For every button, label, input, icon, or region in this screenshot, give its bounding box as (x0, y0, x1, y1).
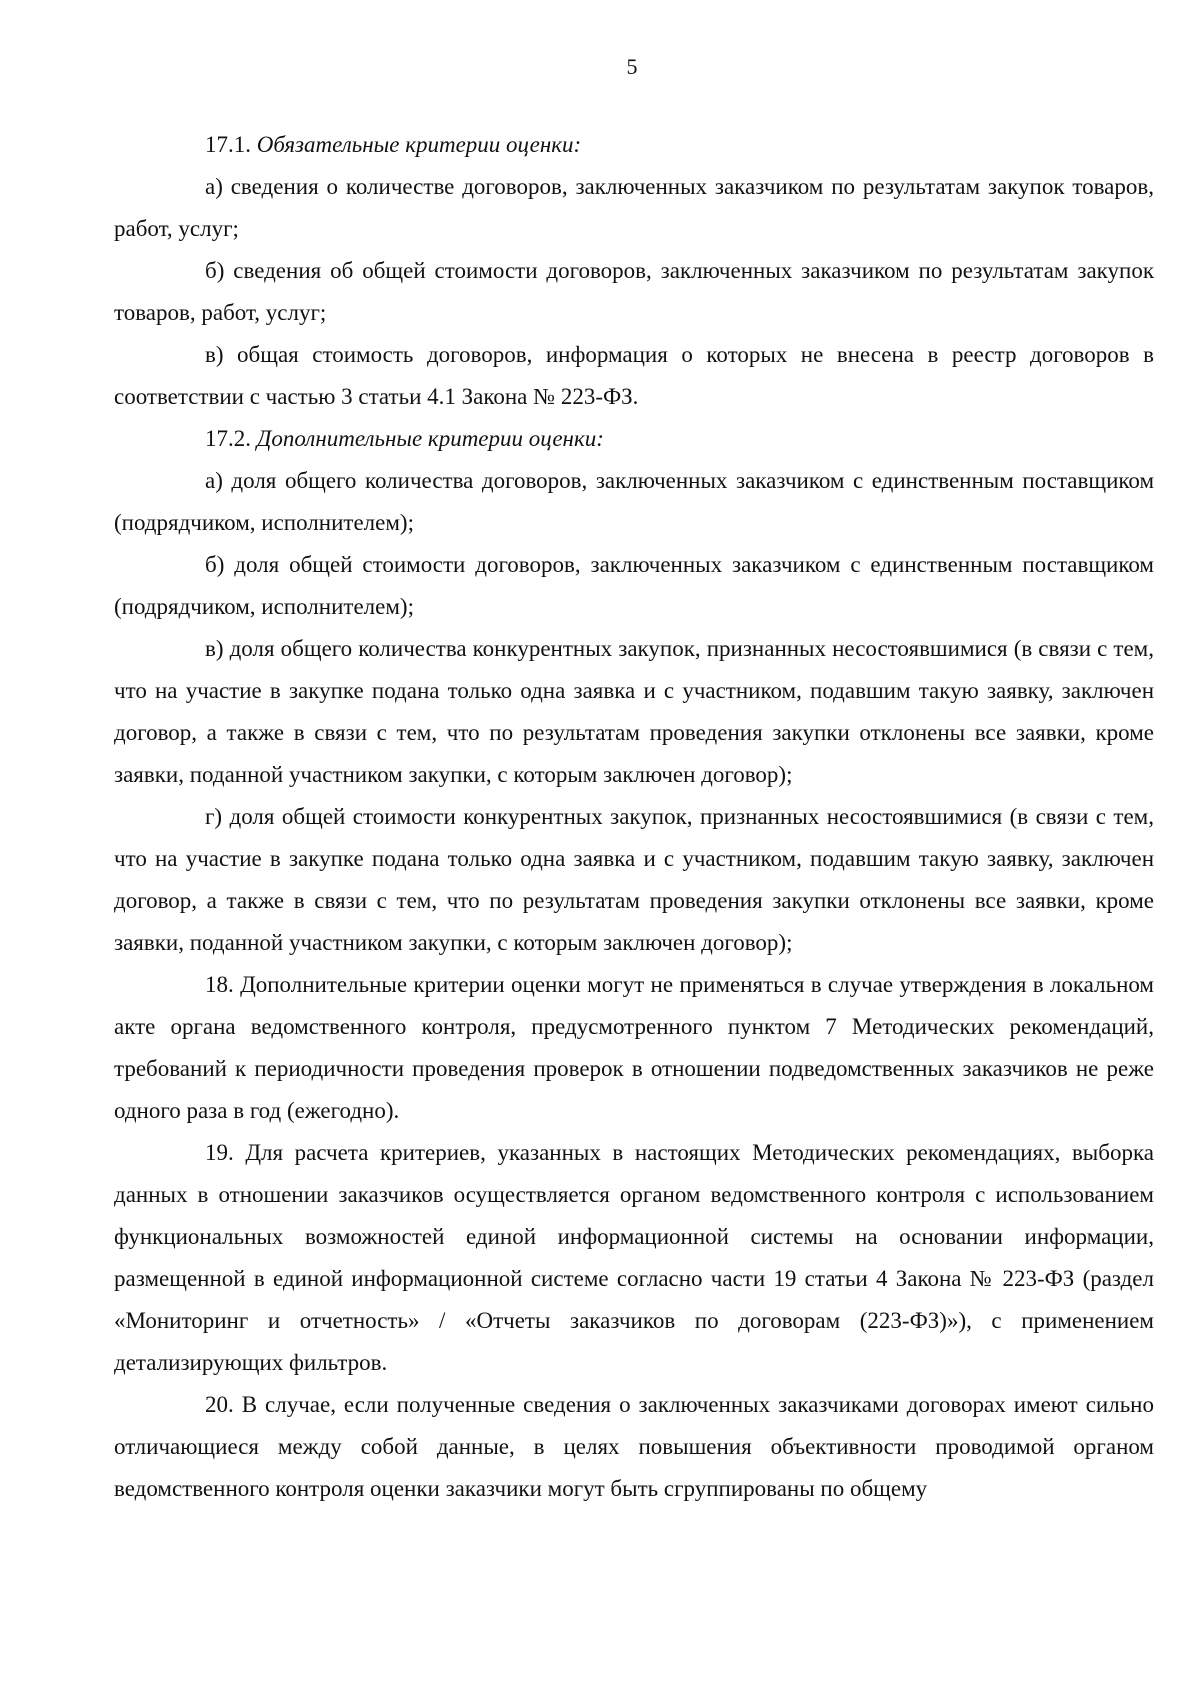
paragraph-17-2-b: б) доля общей стоимости договоров, заключенных заказчиком с единственным поставщиком (подрядчиком, исполнителем); (114, 552, 1154, 619)
section-heading-17-1 (114, 124, 1154, 166)
paragraph-17-2-a: а) доля общего количества договоров, заключенных заказчиком с единственным поставщиком (подрядчиком, исполнителем); (114, 468, 1154, 535)
section-title: Дополнительные критерии оценки: (256, 426, 604, 451)
paragraph-17-1-b: б) сведения об общей стоимости договоров, заключенных заказчиком по результатам закупок товаров, работ, услуг; (114, 258, 1154, 325)
document-body (114, 124, 1154, 1510)
section-number: 17.2. (205, 426, 251, 451)
section-title: Обязательные критерии оценки: (256, 132, 582, 157)
section-number: 17.1. (205, 132, 251, 157)
paragraph-17-1-a: а) сведения о количестве договоров, заключенных заказчиком по результатам закупок товаров, работ, услуг; (114, 174, 1154, 241)
paragraph-20: 20. В случае, если полученные сведения о заключенных заказчиками договорах имеют сильно отличающиеся между собой данные, в целях повышения объективности проводимой органом ведомственного контроля оценки заказчики могут быть сгруппированы по общему (114, 1392, 1154, 1501)
paragraph-19: 19. Для расчета критериев, указанных в настоящих Методических рекомендациях, выборка данных в отношении заказчиков осуществляется органом ведомственного контроля с использованием функциональных возможностей единой информационной системы на основании информации, размещенной в единой информационной системе согласно части 19 статьи 4 Закона № 223-ФЗ (раздел «Мониторинг и отчетность» / «Отчеты заказчиков по договорам (223-ФЗ)»), с применением детализирующих фильтров. (114, 1140, 1154, 1375)
paragraph-17-2-g: г) доля общей стоимости конкурентных закупок, признанных несостоявшимися (в связи с тем, что на участие в закупке подана только одна заявка и с участником, подавшим такую заявку, заключен договор, а также в связи с тем, что по результатам проведения закупки отклонены все заявки, кроме заявки, поданной участником закупки, с которым заключен договор); (114, 804, 1154, 955)
paragraph-18: 18. Дополнительные критерии оценки могут не применяться в случае утверждения в локальном акте органа ведомственного контроля, предусмотренного пунктом 7 Методических рекомендаций, требований к периодичности проведения проверок в отношении подведомственных заказчиков не реже одного раза в год (ежегодно). (114, 972, 1154, 1123)
page-number: 5 (626, 54, 638, 79)
paragraph-17-2-v: в) доля общего количества конкурентных закупок, признанных несостоявшимися (в связи с тем, что на участие в закупке подана только одна заявка и с участником, подавшим такую заявку, заключен договор, а также в связи с тем, что по результатам проведения закупки отклонены все заявки, кроме заявки, поданной участником закупки, с которым заключен договор); (114, 636, 1154, 787)
section-heading-17-2 (114, 418, 1154, 460)
paragraph-17-1-v: в) общая стоимость договоров, информация о которых не внесена в реестр договоров в соответствии с частью 3 статьи 4.1 Закона № 223-ФЗ. (114, 342, 1154, 409)
